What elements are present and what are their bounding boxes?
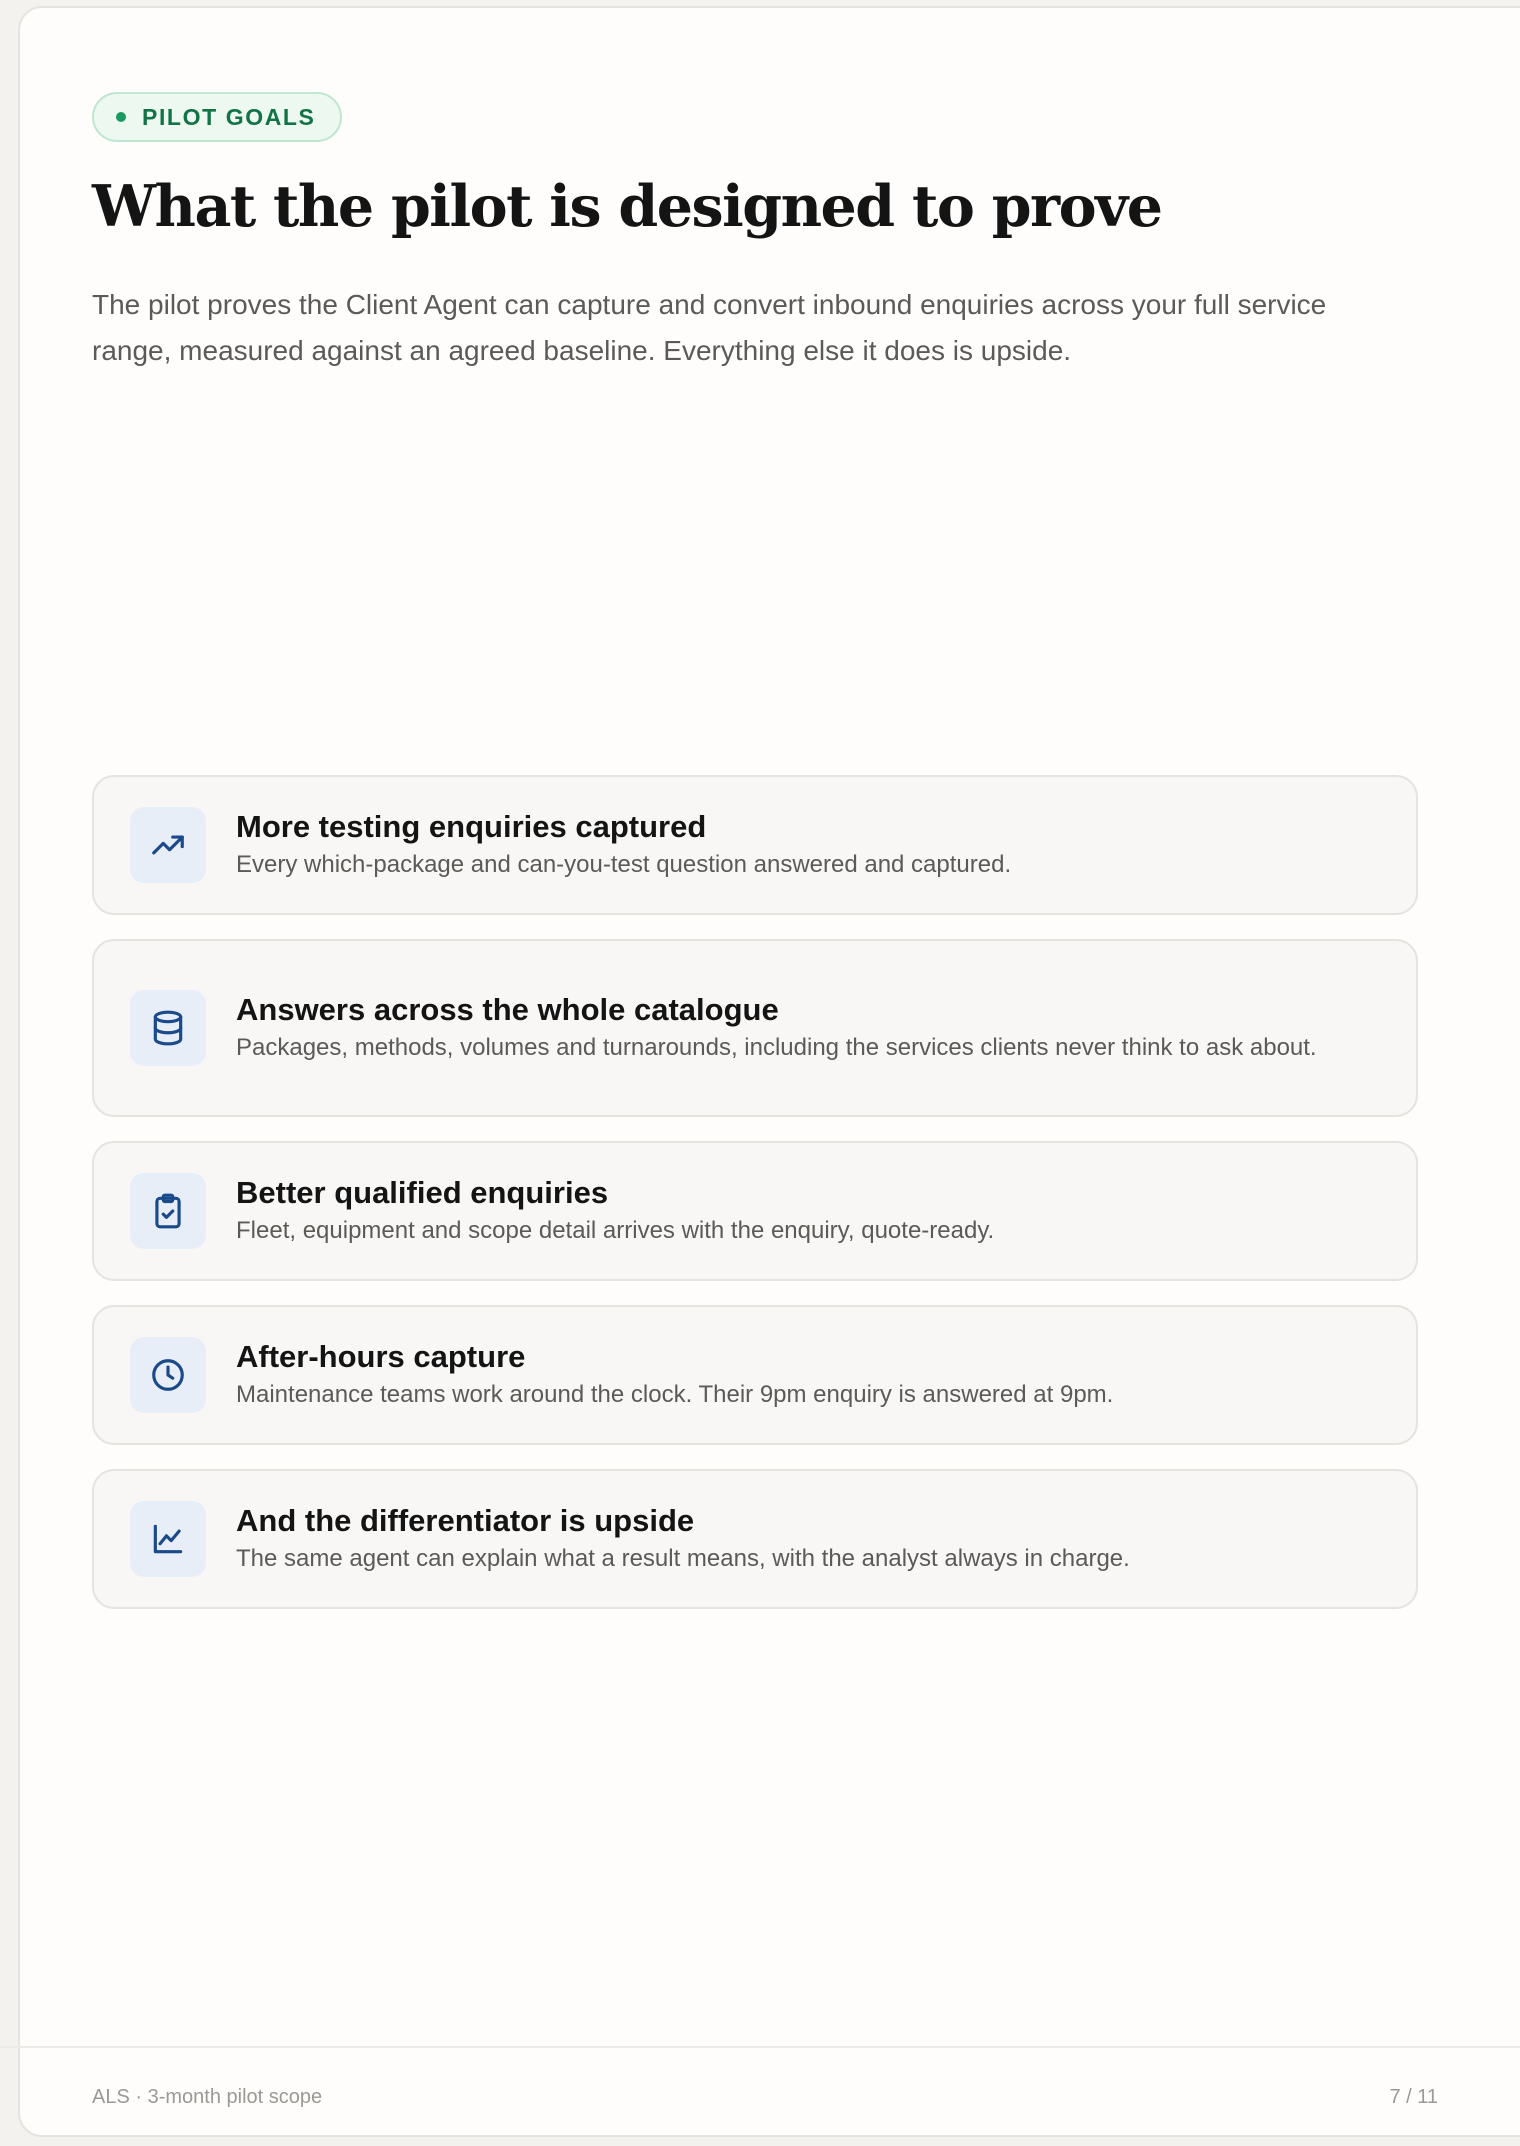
pilot-goals-tag (92, 92, 342, 142)
clock-icon (130, 1337, 206, 1413)
page-title: What the pilot is designed to prove (92, 173, 1162, 240)
goal-title: After-hours capture (236, 1339, 526, 1374)
goal-card-text (236, 1501, 1376, 1577)
goal-card-text (236, 807, 1376, 883)
goal-card-text (236, 1337, 1376, 1413)
goal-description: Maintenance teams work around the clock. Their 9pm enquiry is answered at 9pm. (236, 1381, 1114, 1408)
trending-up-icon (130, 807, 206, 883)
goal-card-qualified-enquiries (92, 1141, 1418, 1281)
goal-card-after-hours (92, 1305, 1418, 1445)
goal-title: Answers across the whole catalogue (236, 992, 779, 1027)
intro-paragraph: The pilot proves the Client Agent can capture and convert inbound enquiries across your full service range, measured against an agreed baseline. Everything else it does is upside. (92, 289, 1327, 366)
page-number: 7 / 11 (1389, 2086, 1438, 2108)
goal-card-enquiries-captured (92, 775, 1418, 915)
goal-card-text (236, 1173, 1376, 1249)
goal-title: And the differentiator is upside (236, 1503, 695, 1538)
goal-description: Fleet, equipment and scope detail arrives with the enquiry, quote-ready. (236, 1217, 995, 1244)
goal-card-text (236, 990, 1376, 1066)
goal-title: Better qualified enquiries (236, 1175, 609, 1210)
clipboard-check-icon (130, 1173, 206, 1249)
goal-description: Packages, methods, volumes and turnarounds, including the services clients never think to ask about. (236, 1034, 1317, 1061)
tag-label: PILOT GOALS (142, 103, 316, 130)
footer-divider (0, 2046, 1520, 2048)
line-chart-icon (130, 1501, 206, 1577)
goal-card-whole-catalogue (92, 939, 1418, 1117)
goal-description: Every which-package and can-you-test question answered and captured. (236, 851, 1012, 878)
footer-deck-label: ALS · 3-month pilot scope (92, 2086, 323, 2108)
database-icon (130, 990, 206, 1066)
goal-card-differentiator (92, 1469, 1418, 1609)
goal-description: The same agent can explain what a result means, with the analyst always in charge. (236, 1545, 1130, 1572)
slide-header (92, 92, 1422, 374)
goal-title: More testing enquiries captured (236, 809, 707, 844)
tag-dot-icon (116, 112, 126, 122)
goals-list (92, 775, 1418, 1633)
